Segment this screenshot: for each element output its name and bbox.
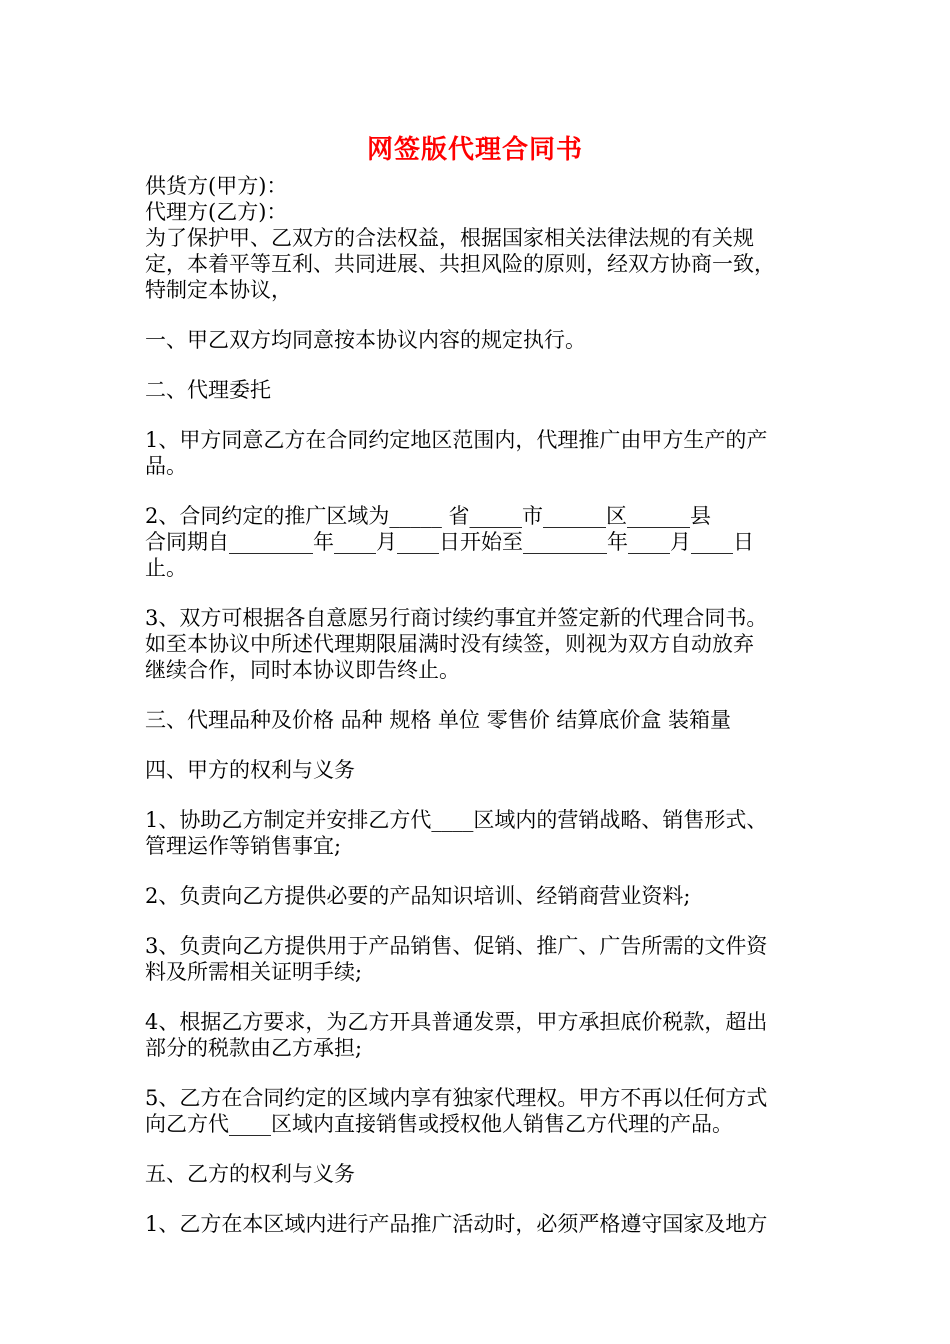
paragraph-gap: [145, 581, 810, 605]
paragraph-gap: [145, 1187, 810, 1211]
clause-4-3-line-1: 3、负责向乙方提供用于产品销售、促销、推广、广告所需的文件资: [145, 934, 768, 958]
clause-2-2-line-3: 止。: [145, 556, 187, 580]
paragraph-gap: [145, 733, 810, 757]
clause-2-3-line-2: 如至本协议中所述代理期限届满时没有续签，则视为双方自动放弃: [145, 632, 754, 656]
clause-4-3-line-2: 料及所需相关证明手续;: [145, 960, 363, 984]
document-title: 网签版代理合同书: [366, 135, 583, 165]
paragraph-gap: [145, 403, 810, 427]
clause-4-4-line-1: 4、根据乙方要求，为乙方开具普通发票，甲方承担底价税款，超出: [145, 1010, 768, 1034]
clause-2-3-line-3: 继续合作，同时本协议即告终止。: [145, 658, 460, 682]
clause-2-1-line-2: 品。: [145, 454, 187, 478]
paragraph-gap: [145, 859, 810, 883]
paragraph-gap: [145, 479, 810, 503]
clause-4-1-line-1: 1、协助乙方制定并安排乙方代____区域内的营销战略、销售形式、: [145, 808, 768, 832]
party-a-line: 供货方(甲方)：: [145, 174, 288, 198]
clause-2-3-line-1: 3、双方可根据各自意愿另行商讨续约事宜并签定新的代理合同书。: [145, 606, 768, 630]
preamble-line-3: 特制定本协议，: [145, 278, 292, 302]
clause-4-1-line-2: 管理运作等销售事宜;: [145, 834, 342, 858]
clause-4-4-line-2: 部分的税款由乙方承担;: [145, 1036, 363, 1060]
section-4-heading: 四、甲方的权利与义务: [145, 758, 355, 782]
preamble-line-1: 为了保护甲、乙双方的合法权益，根据国家相关法律法规的有关规: [145, 226, 754, 250]
paragraph-gap: [145, 1061, 810, 1085]
clause-4-5-line-2: 向乙方代____区域内直接销售或授权他人销售乙方代理的产品。: [145, 1112, 733, 1136]
section-1-heading: 一、甲乙双方均同意按本协议内容的规定执行。: [145, 328, 586, 352]
paragraph-gap: [145, 353, 810, 377]
clause-5-1-line-1: 1、乙方在本区域内进行产品推广活动时，必须严格遵守国家及地方: [145, 1212, 768, 1236]
clause-2-2-line-2: 合同期自________年____月____日开始至________年____月____日: [145, 530, 754, 554]
paragraph-gap: [145, 1137, 810, 1161]
party-b-line: 代理方(乙方)：: [145, 200, 288, 224]
section-3-heading: 三、代理品种及价格 品种 规格 单位 零售价 结算底价盒 装箱量: [145, 708, 732, 732]
paragraph-gap: [145, 985, 810, 1009]
paragraph-gap: [145, 303, 810, 327]
paragraph-gap: [145, 909, 810, 933]
clause-4-5-line-1: 5、乙方在合同约定的区域内享有独家代理权。甲方不再以任何方式: [145, 1086, 768, 1110]
section-2-heading: 二、代理委托: [145, 378, 271, 402]
document-body: [145, 173, 810, 1237]
clause-2-2-line-1: 2、合同约定的推广区域为_____ 省_____市______区______县: [145, 504, 712, 528]
preamble-line-2: 定，本着平等互利、共同进展、共担风险的原则，经双方协商一致，: [145, 252, 775, 276]
paragraph-gap: [145, 683, 810, 707]
clause-4-2-line-1: 2、负责向乙方提供必要的产品知识培训、经销商营业资料;: [145, 884, 691, 908]
clause-2-1-line-1: 1、甲方同意乙方在合同约定地区范围内，代理推广由甲方生产的产: [145, 428, 768, 452]
section-5-heading: 五、乙方的权利与义务: [145, 1162, 355, 1186]
paragraph-gap: [145, 783, 810, 807]
